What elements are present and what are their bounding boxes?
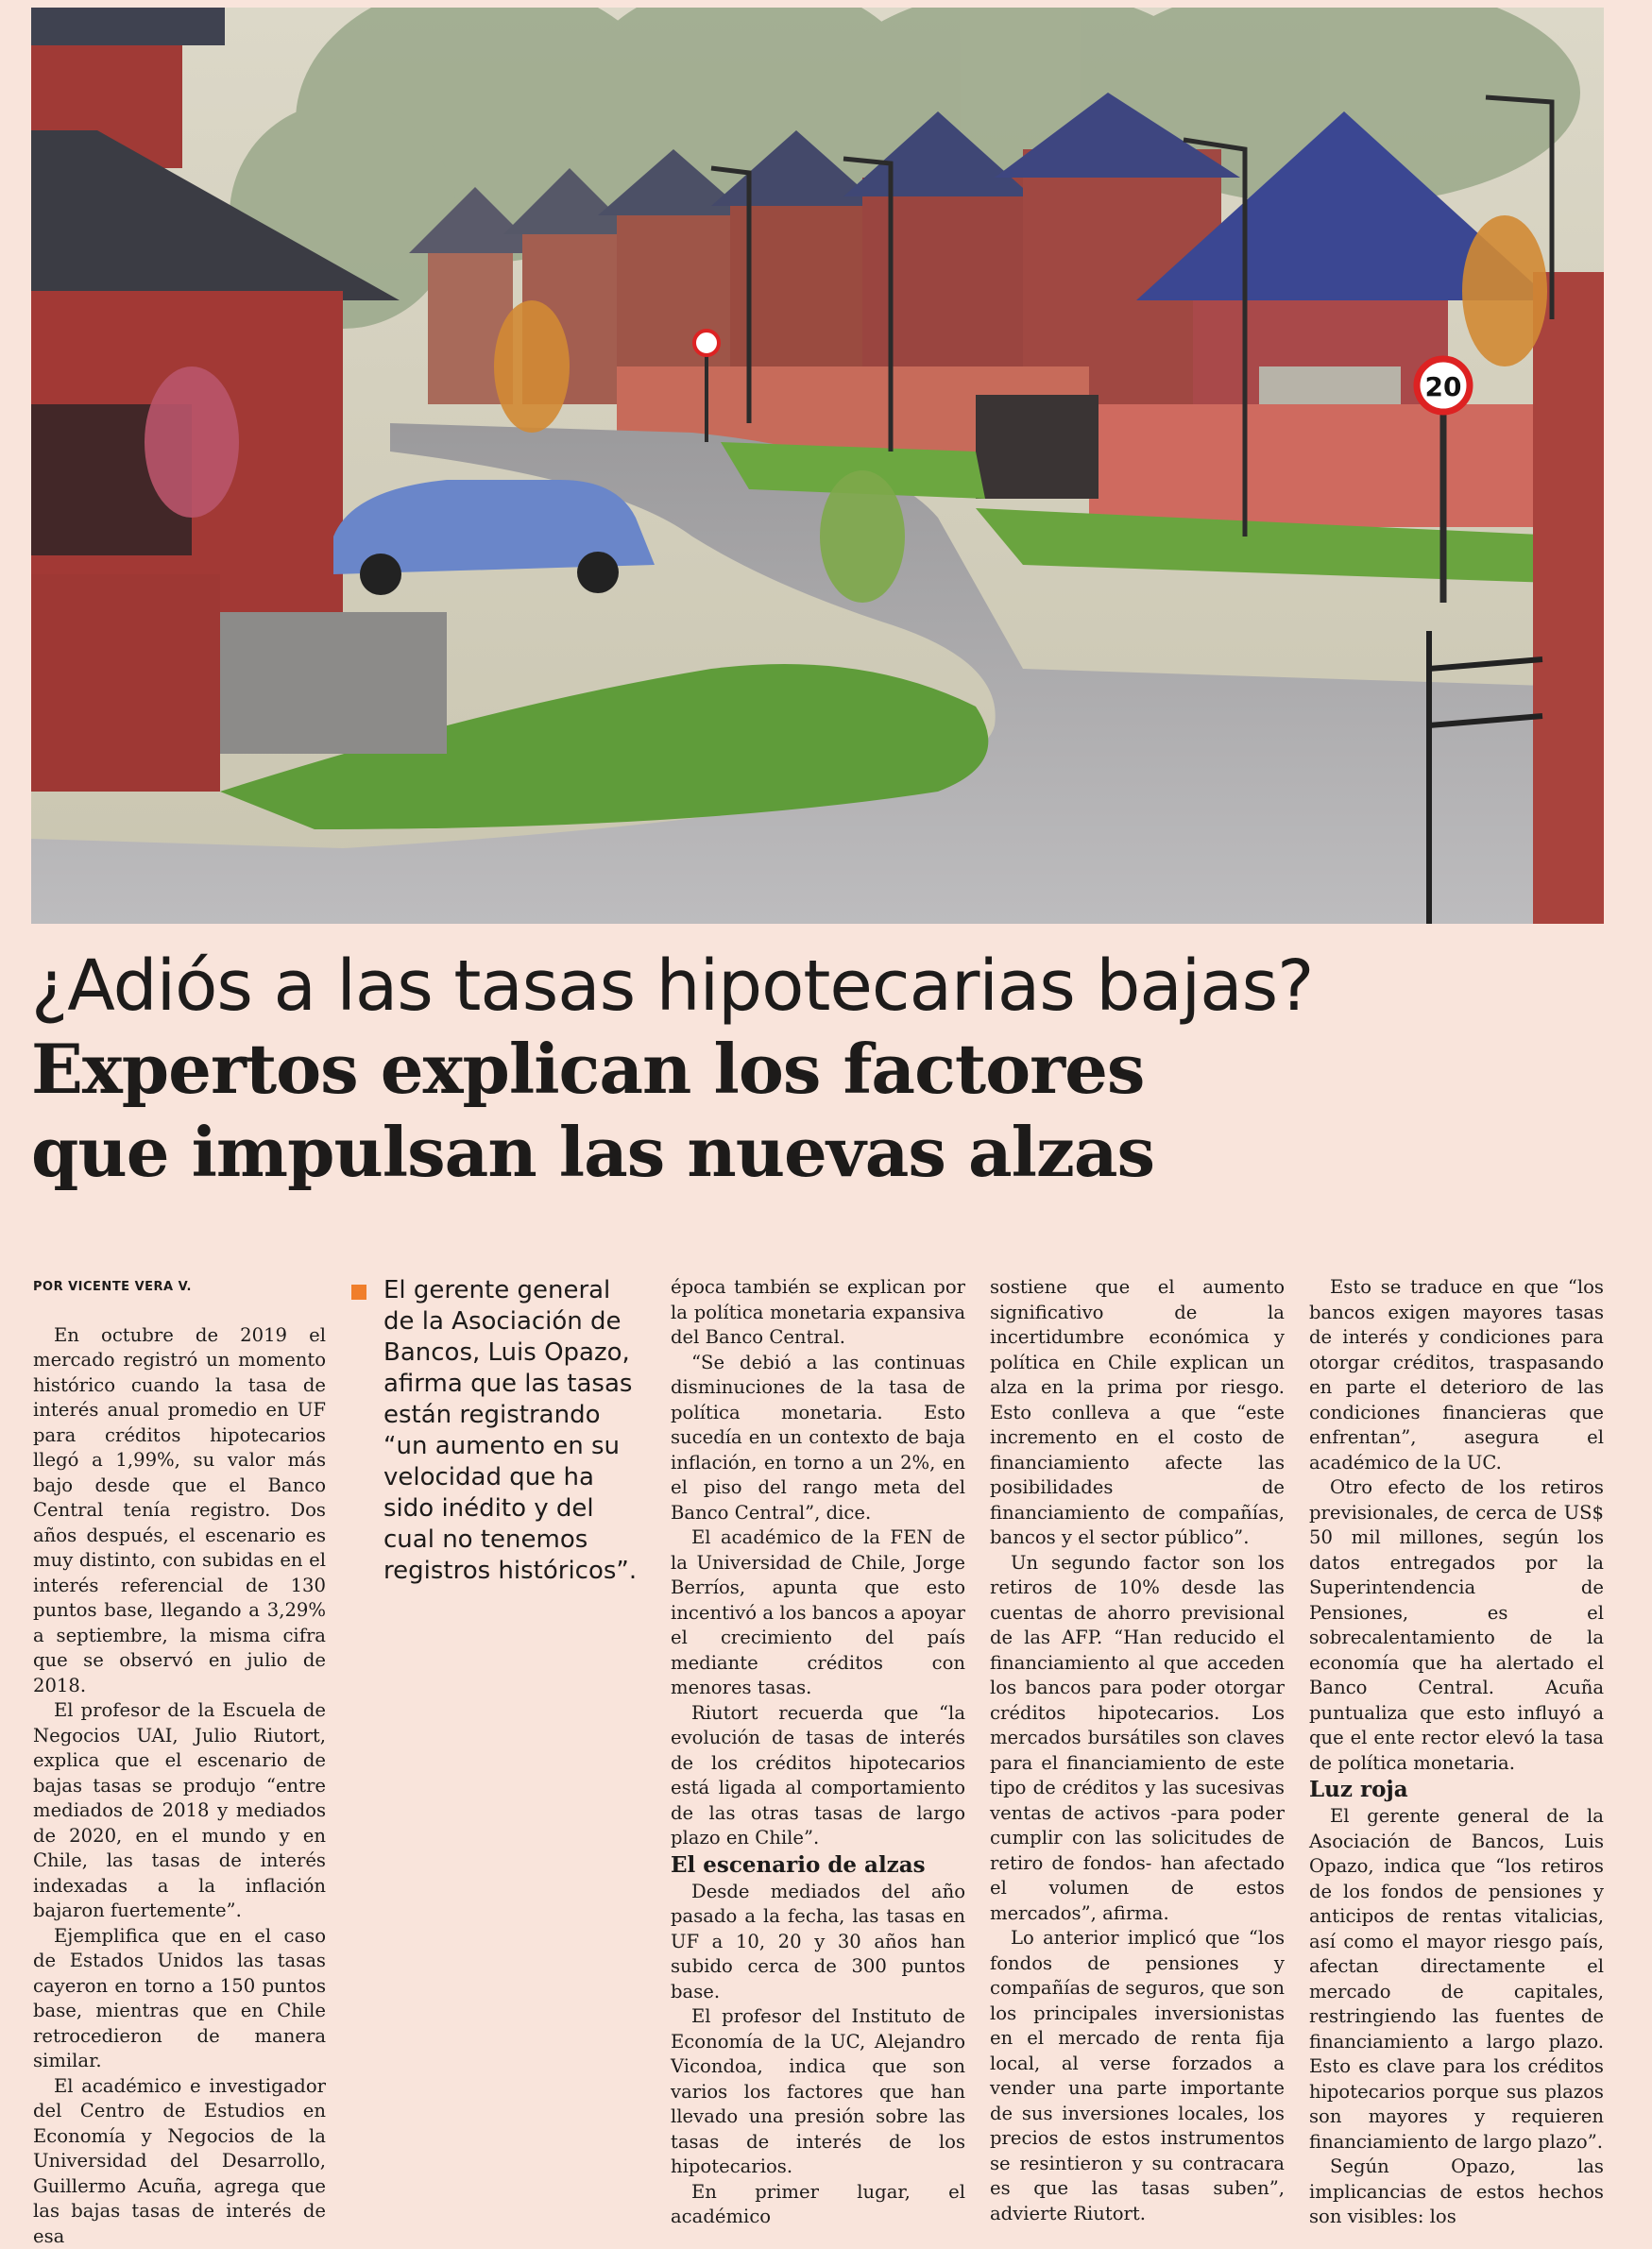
paragraph: Lo anterior implicó que “los fondos de pensiones y compañías de seguros, que son los principales inversionistas en el mercado de renta fija local, al verse forzados a vender una parte importante de sus inversiones locales, los precios de estos instrumentos se resintieron y su contracara es que las tasas suben”, advierte Riutort. <box>990 1926 1285 2226</box>
column-3 <box>671 1275 965 2230</box>
subhead: El escenario de alzas <box>671 1851 965 1880</box>
paragraph: En primer lugar, el académico <box>671 2180 965 2230</box>
column-4 <box>990 1275 1285 2226</box>
right-brick-wall <box>1533 272 1604 924</box>
headline-main-line-1: Expertos explican los factores <box>31 1029 1144 1109</box>
column-5 <box>1309 1275 1604 2230</box>
paragraph: Esto se traduce en que “los bancos exigen mayores tasas de interés y condiciones para otorgar créditos, traspasando en parte el deterioro de las condiciones financieras que enfrentan”, asegura el académico de la UC. <box>1309 1275 1604 1475</box>
article-photo <box>31 8 1604 924</box>
paragraph: Un segundo factor son los retiros de 10% desde las cuentas de ahorro previsional de las AFP. “Han reducido el financiamiento al que acceden los bancos para poder otorgar créditos hipotecarios. Los mercados bursátiles son claves para el financiamiento de este tipo de créditos y las sucesivas ventas de activos -para poder cumplir con las solicitudes de retiro de fondos- han afectado el volumen de estos mercados”, afirma. <box>990 1551 1285 1927</box>
paragraph: Otro efecto de los retiros previsionales, de cerca de US$ 50 mil millones, según los datos entregados por la Superintendencia de Pensiones, es el sobrecalentamiento de la economía que ha alertado el Banco Central. Acuña puntualiza que esto influyó a que el ente rector elevó la tasa de política monetaria. <box>1309 1475 1604 1776</box>
paragraph: El académico e investigador del Centro de Estudios en Economía y Negocios de la Universidad del Desarrollo, Guillermo Acuña, agrega que las bajas tasas de interés de esa <box>33 2074 326 2249</box>
headline-question: ¿Adiós a las tasas hipotecarias bajas? <box>31 945 1618 1028</box>
column-1 <box>33 1275 326 2249</box>
paragraph: sostiene que el aumento significativo de la incertidumbre económica y política en Chile explican un alza en la prima por riesgo. Esto conlleva a que “este incremento en el costo de financiamiento afecte las posibilidades de financiamiento de compañías, bancos y el sector público”. <box>990 1275 1285 1551</box>
speed-sign-text: 20 <box>1425 371 1462 402</box>
paragraph: “Se debió a las continuas disminuciones de la tasa de política monetaria. Esto sucedía en un contexto de baja inflación, en torno a un 2%, en el piso del rango meta del Banco Central”, dice. <box>671 1351 965 1526</box>
paragraph: época también se explican por la política monetaria expansiva del Banco Central. <box>671 1275 965 1351</box>
pull-quote-text: El gerente general de la Asociación de Bancos, Luis Opazo, afirma que las tasas están registrando “un aumento en su velocidad que ha sido inédito y del cual no tenemos registros históricos”. <box>383 1276 637 1585</box>
paragraph: Riutort recuerda que “la evolución de tasas de interés de los créditos hipotecarios está ligada al comportamiento de las otras tasas de largo plazo en Chile”. <box>671 1701 965 1851</box>
headline-main <box>31 1028 1618 1194</box>
paragraph: El académico de la FEN de la Universidad de Chile, Jorge Berríos, apunta que esto incentivó a los bancos a apoyar el crecimiento del país mediante créditos con menores tasas. <box>671 1525 965 1701</box>
orange-square-icon <box>351 1285 366 1300</box>
headline-main-line-2: que impulsan las nuevas alzas <box>31 1112 1154 1192</box>
paragraph: El profesor del Instituto de Economía de la UC, Alejandro Vicondoa, indica que son varios los factores que han llevado una presión sobre las tasas de interés de los hipotecarios. <box>671 2004 965 2180</box>
column-2 <box>351 1275 646 1587</box>
headline <box>31 945 1618 1194</box>
paragraph: El gerente general de la Asociación de Bancos, Luis Opazo, indica que “los retiros de los fondos de pensiones y anticipos de rentas vitalicias, así como el mayor riesgo país, afectan directamente el mercado de capitales, restringiendo las fuentes de financiamiento a largo plazo. Esto es clave para los créditos hipotecarios porque sus plazos son mayores y requieren financiamiento de largo plazo”. <box>1309 1804 1604 2155</box>
subhead: Luz roja <box>1309 1776 1604 1804</box>
paragraph: El profesor de la Escuela de Negocios UAI, Julio Riutort, explica que el escenario de bajas tasas se produjo “entre mediados de 2018 y mediados de 2020, en el mundo y en Chile, las tasas de interés indexadas a la inflación bajaron fuertemente”. <box>33 1698 326 1924</box>
paragraph: En octubre de 2019 el mercado registró un momento histórico cuando la tasa de interés anual promedio en UF para créditos hipotecarios llegó a 1,99%, su valor más bajo desde que el Banco Central tenía registro. Dos años después, el escenario es muy distinto, con subidas en el interés referencial de 130 puntos base, llegando a 3,29% a septiembre, la misma cifra que se observó en julio de 2018. <box>33 1323 326 1699</box>
paragraph: Desde mediados del año pasado a la fecha, las tasas en UF a 10, 20 y 30 años han subido cerca de 300 puntos base. <box>671 1880 965 2005</box>
paragraph: Ejemplifica que en el caso de Estados Unidos las tasas cayeron en torno a 150 puntos base, mientras que en Chile retrocedieron de manera similar. <box>33 1924 326 2074</box>
pull-quote <box>351 1275 646 1587</box>
paragraph: Según Opazo, las implicancias de estos hechos son visibles: los <box>1309 2155 1604 2230</box>
byline: POR VICENTE VERA V. <box>33 1275 326 1301</box>
